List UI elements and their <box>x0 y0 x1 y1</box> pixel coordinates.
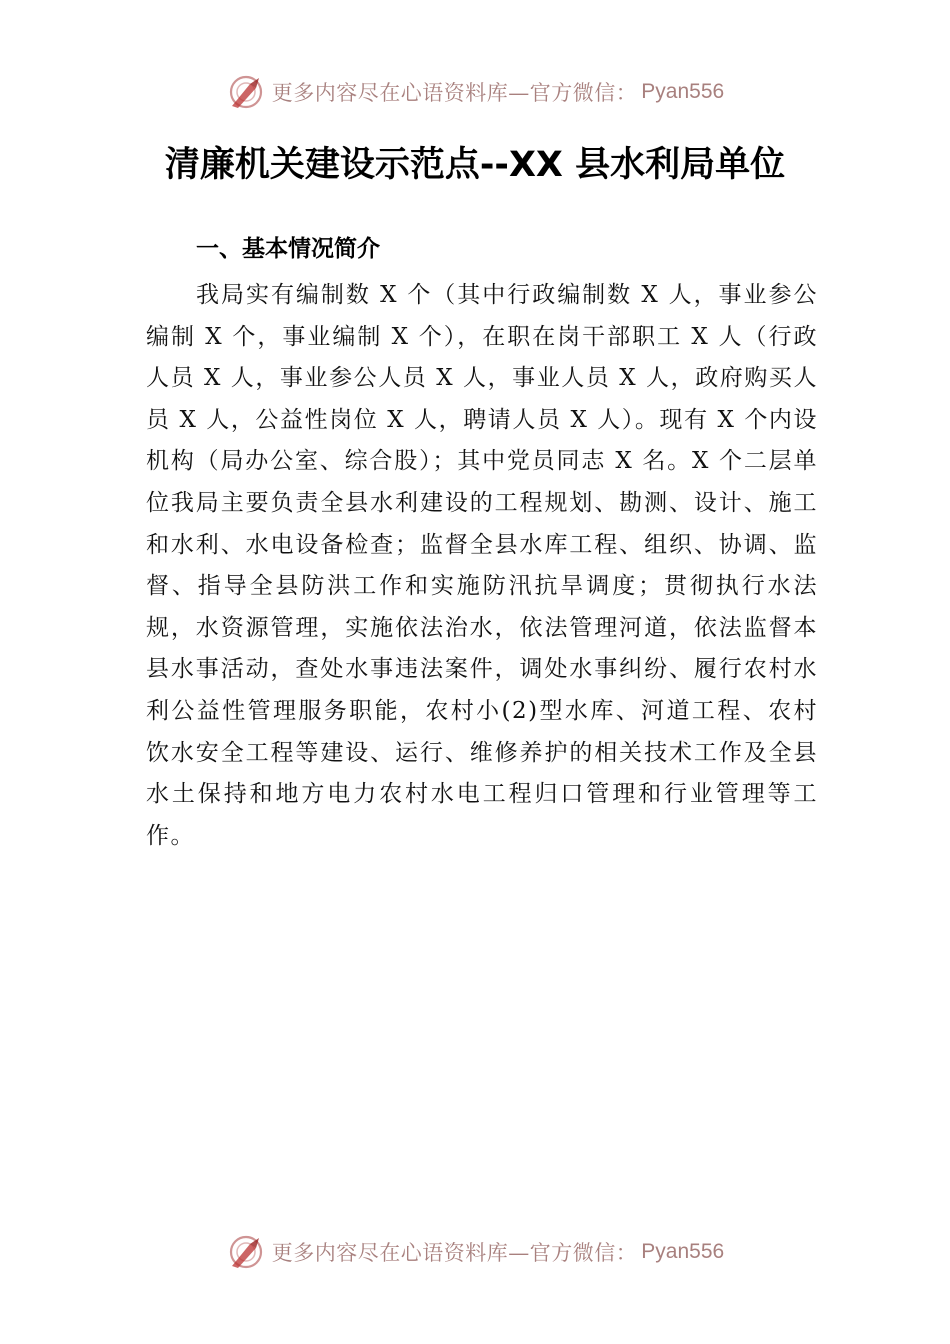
body-paragraph: 我局实有编制数 X 个（其中行政编制数 X 人，事业参公编制 X 个，事业编制 X 个），在职在岗干部职工 X 人（行政人员 X 人，事业参公人员 X 人，事业人员 X 人，政府购买人员 X 人，公益性岗位 X 人，聘请人员 X 人）。现有 X 个内设机构（局办公室、综合股）；其中党员同志 X 名。X 个二层单位我局主要负责全县水利建设的工程规划、勘测、设计、施工和水利、水电设备检查；监督全县水库工程、组织、协调、监督、指导全县防洪工作和实施防汛抗旱调度；贯彻执行水法规，水资源管理，实施依法治水，依法管理河道，依法监督本县水事活动，查处水事违法案件，调处水事纠纷、履行农村水利公益性管理服务职能，农村小(2)型水库、河道工程、农村饮水安全工程等建设、运行、维修养护的相关技术工作及全县水土保持和地方电力农村水电工程归口管理和行业管理等工作。 <box>146 282 818 849</box>
pen-nib-logo-icon <box>226 1232 266 1272</box>
watermark-text: 更多内容尽在心语资料库—官方微信： <box>271 81 638 105</box>
watermark-wechat-id: Pyan556 <box>641 80 725 103</box>
section-heading: 一、基本情况简介 <box>196 236 380 262</box>
footer-watermark <box>0 1230 950 1274</box>
pen-nib-logo-icon <box>226 72 266 112</box>
document-title: 清廉机关建设示范点--XX 县水利局单位 <box>164 145 786 185</box>
header-watermark <box>0 70 950 114</box>
watermark-wechat-id: Pyan556 <box>641 1240 725 1263</box>
watermark-text: 更多内容尽在心语资料库—官方微信： <box>271 1241 638 1265</box>
